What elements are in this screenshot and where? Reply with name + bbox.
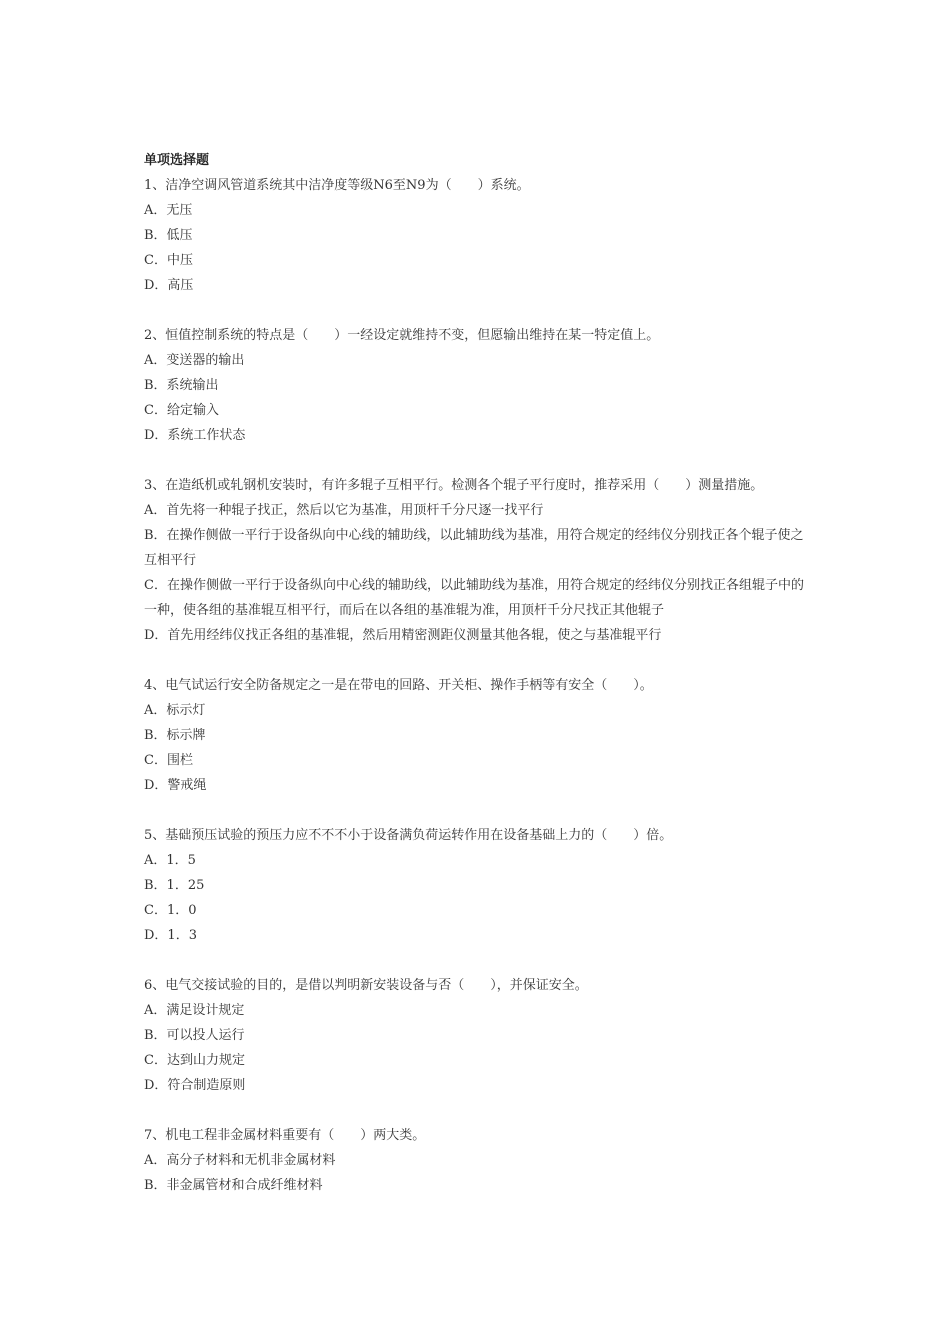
question-3 — [144, 473, 804, 648]
question-text: 3、在造纸机或轧钢机安装时，有许多辊子互相平行。检测各个辊子平行度时，推荐采用（ ）测量措施。 — [144, 478, 764, 493]
option-b: B．标示牌 — [144, 728, 206, 743]
option-b: B．可以投人运行 — [144, 1028, 245, 1043]
option-c: C．围栏 — [144, 753, 193, 768]
question-text: 1、洁净空调风管道系统其中洁净度等级N6至N9为（ ）系统。 — [144, 178, 530, 193]
option-a: A．无压 — [144, 203, 193, 218]
option-b: B．非金属管材和合成纤维材料 — [144, 1178, 323, 1193]
question-text: 4、电气试运行安全防备规定之一是在带电的回路、开关柜、操作手柄等有安全（ ）。 — [144, 678, 653, 693]
option-c: C．中压 — [144, 253, 193, 268]
option-c: C．1．0 — [144, 903, 197, 918]
question-text: 5、基础预压试验的预压力应不不不小于设备满负荷运转作用在设备基础上力的（ ）倍。 — [144, 828, 673, 843]
section-title: 单项选择题 — [144, 153, 210, 168]
question-7 — [144, 1123, 804, 1198]
option-a: A．高分子材料和无机非金属材料 — [144, 1153, 336, 1168]
option-d: D．1．3 — [144, 928, 197, 943]
option-c: C．给定输入 — [144, 403, 219, 418]
option-c: C．达到山力规定 — [144, 1053, 245, 1068]
option-a: A．首先将一种辊子找正，然后以它为基准，用顶杆千分尺逐一找平行 — [144, 503, 544, 518]
question-5 — [144, 823, 804, 948]
option-d: D．符合制造原则 — [144, 1078, 246, 1093]
question-6 — [144, 973, 804, 1098]
option-c: C．在操作侧做一平行于设备纵向中心线的辅助线，以此辅助线为基准，用符合规定的经纬仪分别找正各组辊子中的一种，使各组的基准辊互相平行，而后在以各组的基准辊为准，用顶杆千分尺找正其他辊子 — [144, 578, 804, 618]
option-a: A．变送器的输出 — [144, 353, 245, 368]
option-b: B．系统输出 — [144, 378, 219, 393]
option-d: D．首先用经纬仪找正各组的基准辊，然后用精密测距仪测量其他各辊，使之与基准辊平行 — [144, 628, 662, 643]
question-text: 6、电气交接试验的目的，是借以判明新安装设备与否（ ），并保证安全。 — [144, 978, 588, 993]
option-a: A．1．5 — [144, 853, 196, 868]
question-text: 7、机电工程非金属材料重要有（ ）两大类。 — [144, 1128, 426, 1143]
option-d: D．系统工作状态 — [144, 428, 246, 443]
option-d: D．高压 — [144, 278, 194, 293]
option-a: A．满足设计规定 — [144, 1003, 245, 1018]
document-page — [144, 148, 804, 1223]
option-d: D．警戒绳 — [144, 778, 207, 793]
option-b: B．低压 — [144, 228, 193, 243]
question-4 — [144, 673, 804, 798]
option-a: A．标示灯 — [144, 703, 206, 718]
option-b: B．在操作侧做一平行于设备纵向中心线的辅助线，以此辅助线为基准，用符合规定的经纬仪分别找正各个辊子使之互相平行 — [144, 528, 804, 568]
option-b: B．1．25 — [144, 878, 205, 893]
question-1 — [144, 173, 804, 298]
question-2 — [144, 323, 804, 448]
question-text: 2、恒值控制系统的特点是（ ）一经设定就维持不变，但愿输出维持在某一特定值上。 — [144, 328, 660, 343]
